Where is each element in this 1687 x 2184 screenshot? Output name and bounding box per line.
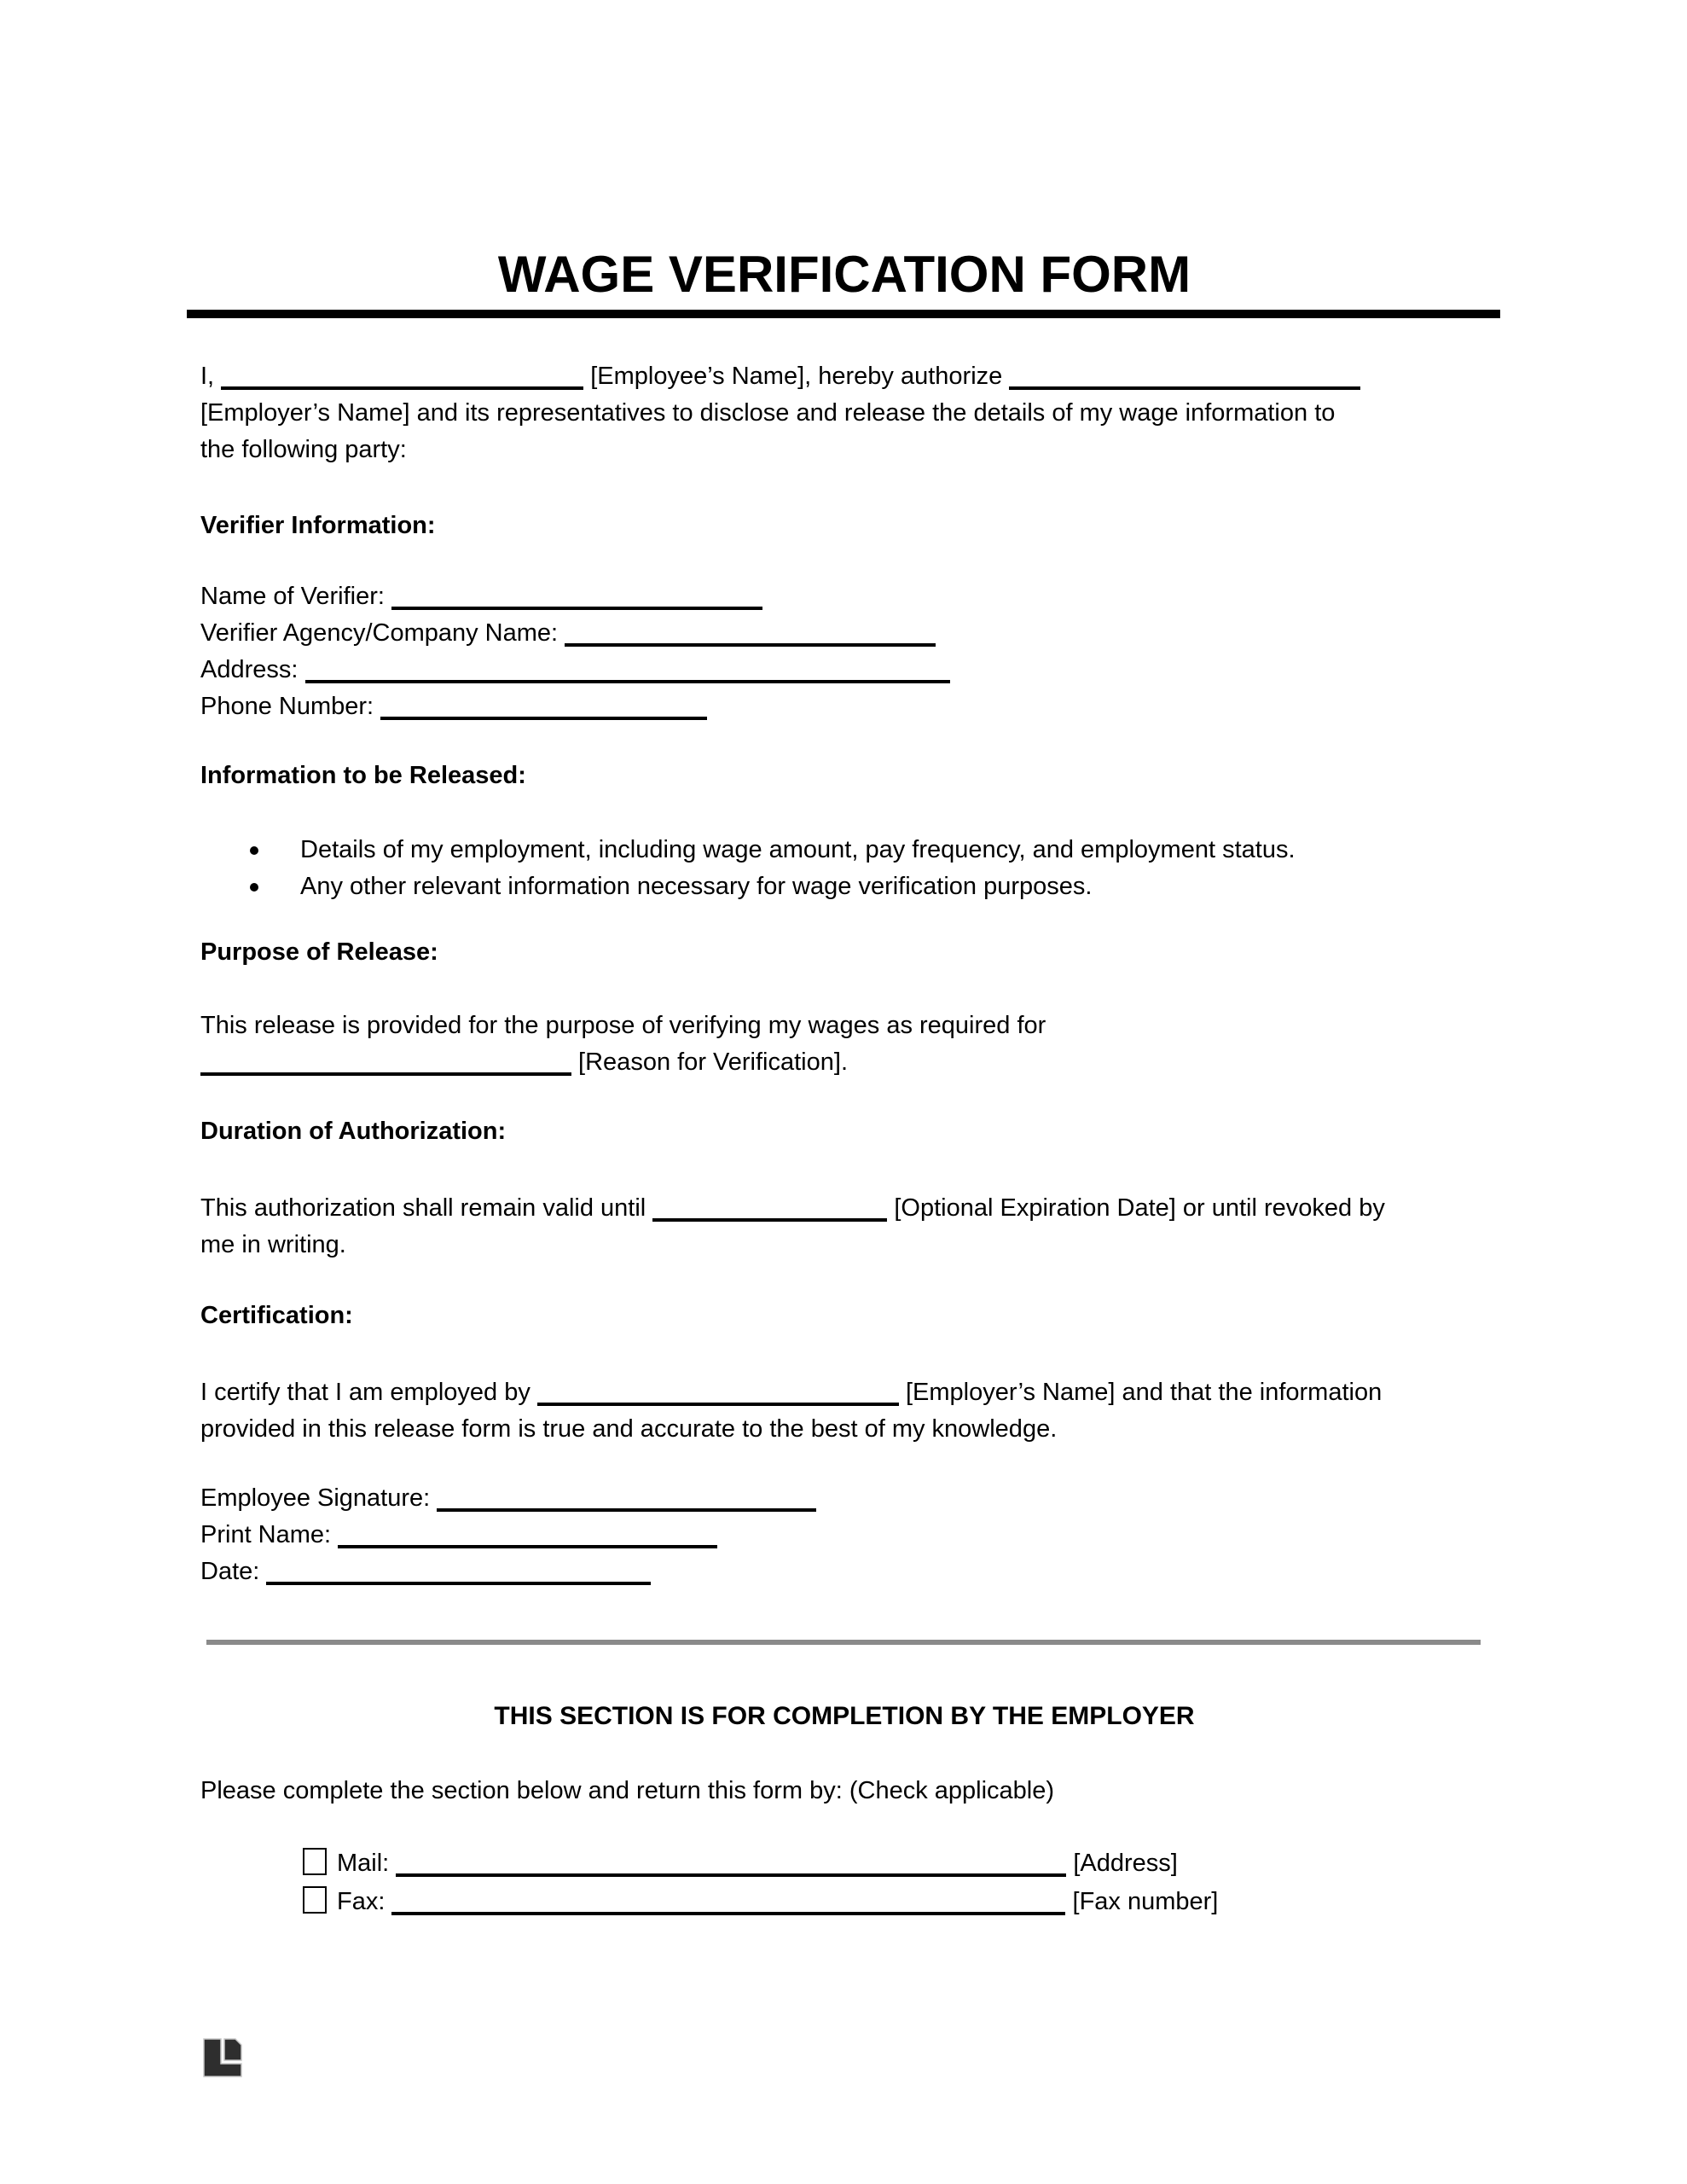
certification-paragraph (200, 1374, 1488, 1448)
employee-signature-label: Employee Signature: (200, 1484, 438, 1512)
address-field (200, 652, 1488, 688)
information-released-heading: Information to be Released: (200, 762, 526, 789)
list-item: Details of my employment, including wage amount, pay frequency, and employment status. (200, 832, 1488, 868)
mail-option-row (200, 1845, 1488, 1882)
phone-number-label: Phone Number: (200, 693, 381, 720)
verifier-agency-field (200, 615, 1488, 652)
fax-number-blank[interactable] (391, 1911, 1065, 1915)
name-of-verifier-blank[interactable] (391, 606, 762, 610)
expiration-date-blank[interactable] (652, 1217, 887, 1222)
section-divider (206, 1640, 1481, 1645)
fax-option-row (200, 1884, 1488, 1920)
duration-text-3: me in writing. (200, 1231, 346, 1258)
verifier-fields (200, 578, 1488, 725)
phone-number-field (200, 688, 1488, 725)
reason-for-verification-blank[interactable] (200, 1072, 571, 1076)
list-item: Any other relevant information necessary for wage verification purposes. (200, 868, 1488, 905)
intro-text-4: the following party: (200, 436, 407, 463)
employee-signature-field (200, 1480, 1488, 1517)
mail-checkbox[interactable] (303, 1848, 327, 1875)
intro-text-3: [Employer’s Name] and its representatives to disclose and release the details of my wage information to (200, 399, 1336, 427)
logo-page-shape (224, 2039, 241, 2060)
duration-paragraph (200, 1190, 1488, 1263)
certification-employer-name-blank[interactable] (537, 1402, 899, 1406)
return-options (200, 1845, 1488, 1920)
purpose-text-2: [Reason for Verification]. (571, 1048, 848, 1076)
mail-address-placeholder: [Address] (1066, 1850, 1178, 1877)
employer-name-blank[interactable] (1009, 386, 1360, 390)
duration-text-2: [Optional Expiration Date] or until revoked by (887, 1194, 1385, 1222)
mail-address-blank[interactable] (396, 1873, 1066, 1877)
duration-of-authorization-heading: Duration of Authorization: (200, 1118, 507, 1145)
employee-name-blank[interactable] (221, 386, 583, 390)
name-of-verifier-label: Name of Verifier: (200, 583, 392, 610)
intro-text-2: [Employee’s Name], hereby authorize (583, 363, 1010, 390)
certification-text-1: I certify that I am employed by (200, 1379, 537, 1406)
title-rule (187, 310, 1500, 318)
print-name-label: Print Name: (200, 1521, 339, 1548)
mail-label: Mail: (337, 1850, 397, 1877)
purpose-of-release-heading: Purpose of Release: (200, 938, 438, 966)
return-instructions: Please complete the section below and return this form by: (Check applicable) (200, 1777, 1055, 1804)
legal-templates-logo (203, 2038, 242, 2077)
intro-text-1: I, (200, 363, 222, 390)
verifier-agency-blank[interactable] (565, 642, 936, 647)
address-label: Address: (200, 656, 305, 683)
purpose-paragraph (200, 1008, 1488, 1081)
verifier-information-heading: Verifier Information: (200, 512, 436, 539)
address-blank[interactable] (305, 679, 950, 683)
verifier-agency-label: Verifier Agency/Company Name: (200, 619, 565, 647)
certification-text-3: provided in this release form is true and accurate to the best of my knowledge. (200, 1415, 1058, 1443)
duration-text-1: This authorization shall remain valid until (200, 1194, 653, 1222)
certification-heading: Certification: (200, 1302, 353, 1329)
date-label: Date: (200, 1558, 267, 1585)
released-info-list (200, 832, 1488, 905)
date-field (200, 1554, 1488, 1590)
print-name-field (200, 1517, 1488, 1554)
print-name-blank[interactable] (338, 1544, 717, 1548)
phone-number-blank[interactable] (380, 716, 707, 720)
purpose-text-1: This release is provided for the purpose of verifying my wages as required for (200, 1012, 1046, 1039)
intro-paragraph (200, 358, 1488, 468)
fax-number-placeholder: [Fax number] (1065, 1888, 1219, 1915)
page-title: WAGE VERIFICATION FORM (497, 246, 1191, 303)
signature-block (200, 1480, 1488, 1590)
fax-label: Fax: (337, 1888, 392, 1915)
employer-section-heading: THIS SECTION IS FOR COMPLETION BY THE EMPLOYER (494, 1702, 1195, 1730)
employee-signature-blank[interactable] (437, 1507, 816, 1512)
fax-checkbox[interactable] (303, 1886, 327, 1914)
date-blank[interactable] (266, 1581, 651, 1585)
name-of-verifier-field (200, 578, 1488, 615)
certification-text-2: [Employer’s Name] and that the information (898, 1379, 1383, 1406)
